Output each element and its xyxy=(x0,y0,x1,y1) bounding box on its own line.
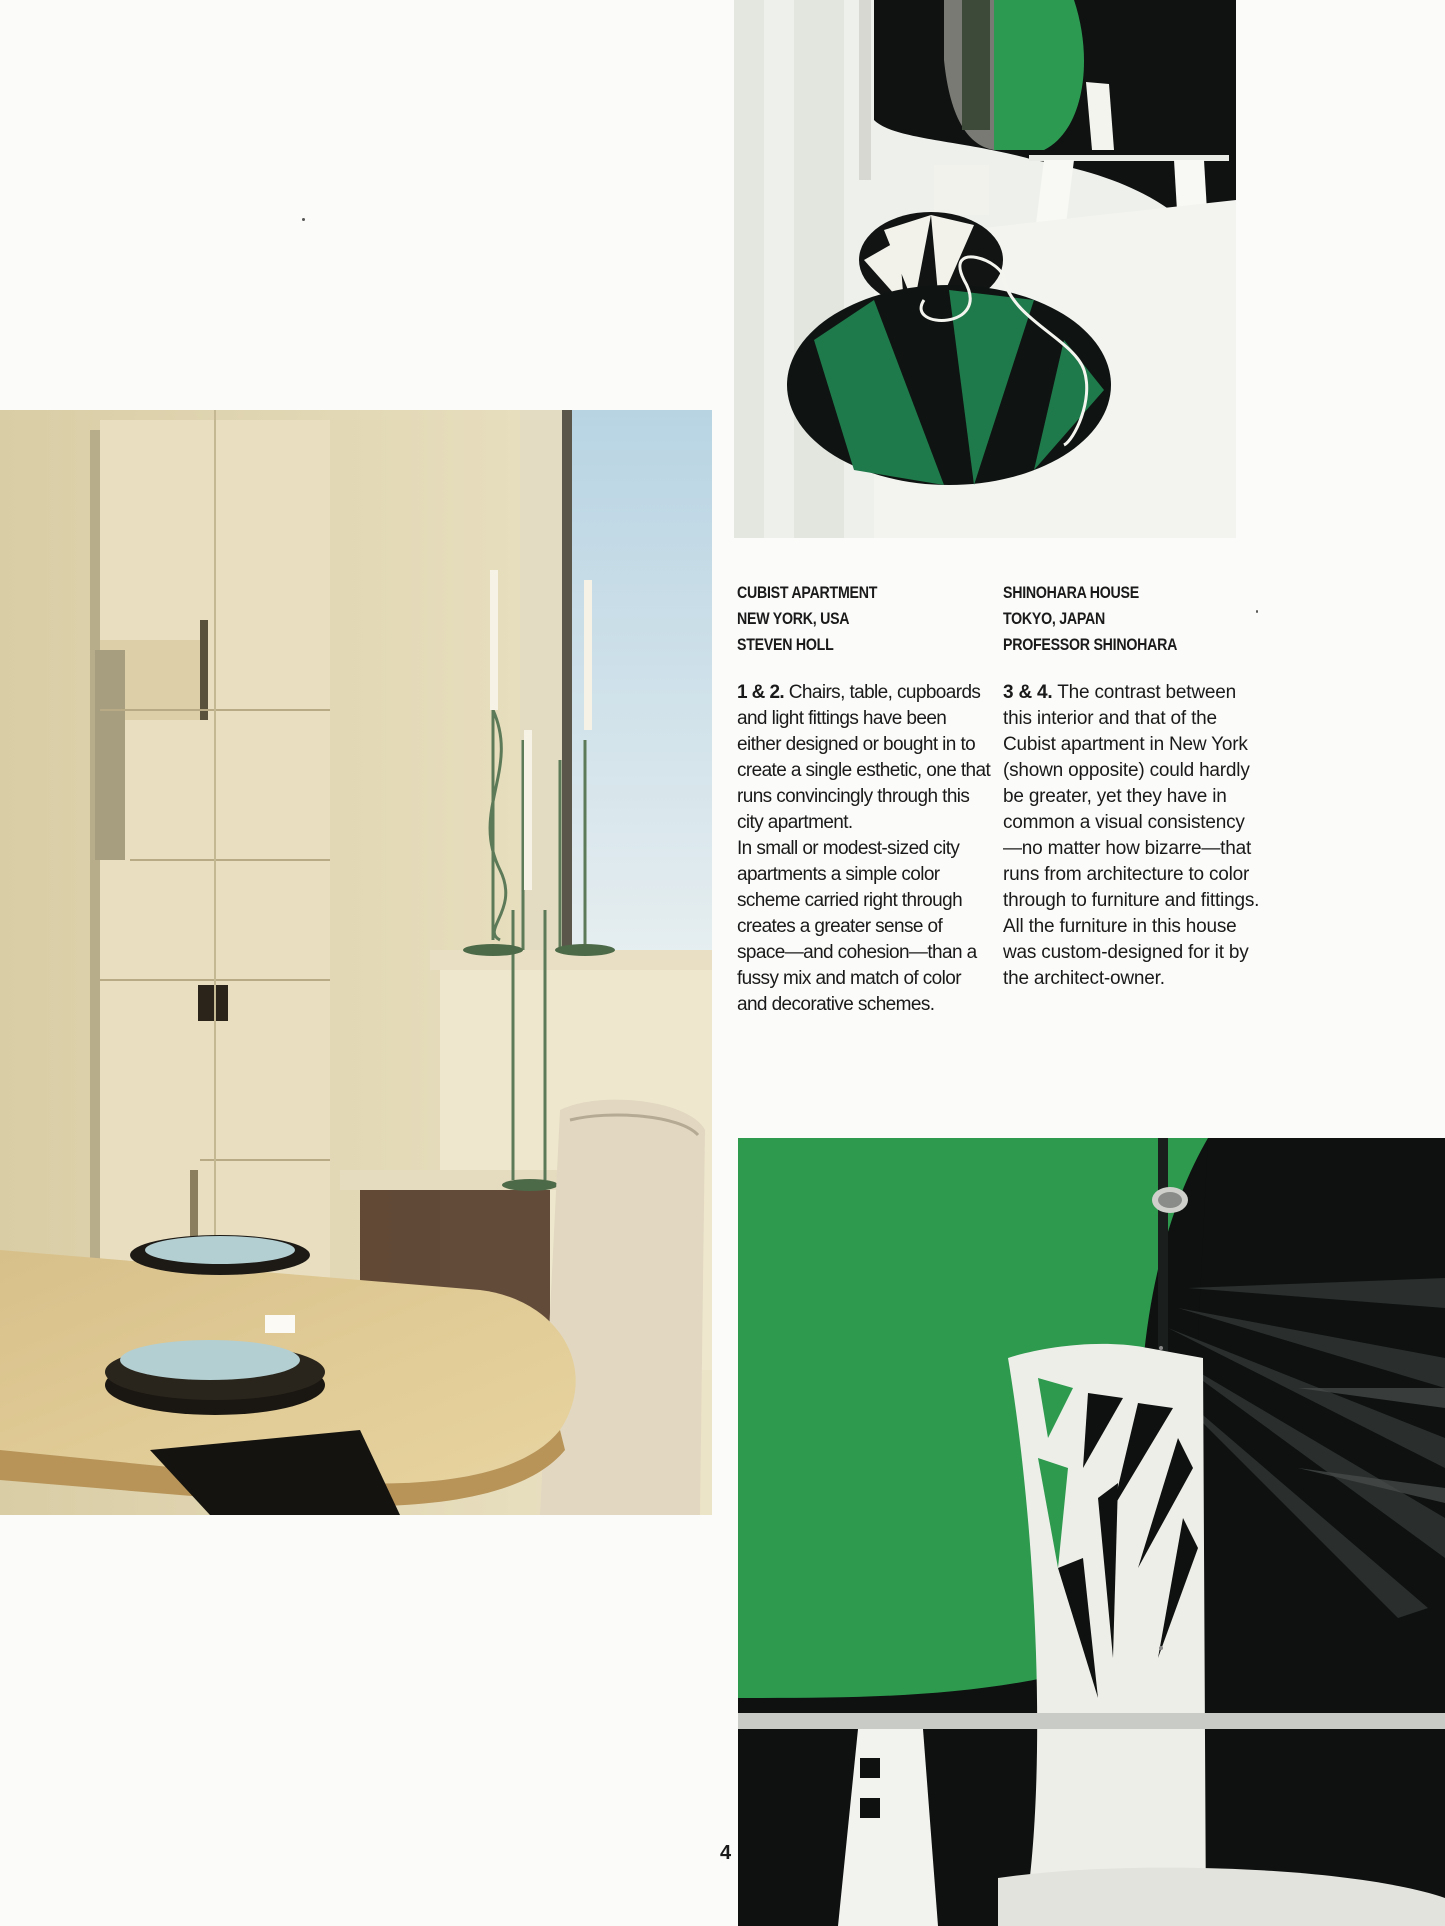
photo-shinohara-beanbags xyxy=(734,0,1236,538)
caption-cubist-apartment xyxy=(737,580,992,1018)
photo-cubist-apartment xyxy=(0,410,712,1515)
caption-text-continued: In small or modest-sized city apartments a simple color scheme carried right through creates a greater sense of space—and cohesion—than a fussy mix and match of color and decorative schemes. xyxy=(737,838,977,1015)
caption-heading-line: SHINOHARA HOUSE xyxy=(1003,584,1139,602)
caption-text: Chairs, table, cupboards and light fittings have been either designed or bought in to create a single esthetic, one that runs convincingly through this city apartment. xyxy=(737,682,991,833)
caption-body xyxy=(1003,680,1263,992)
caption-heading-line: STEVEN HOLL xyxy=(737,636,834,654)
caption-heading xyxy=(737,580,956,658)
caption-heading-line: NEW YORK, USA xyxy=(737,610,850,628)
caption-heading-line: PROFESSOR SHINOHARA xyxy=(1003,636,1178,654)
caption-number: 1 & 2. xyxy=(737,682,785,703)
caption-number: 3 & 4. xyxy=(1003,682,1053,703)
caption-body xyxy=(737,680,992,1018)
print-speck xyxy=(302,218,305,221)
page-number: 4 xyxy=(720,1842,732,1864)
caption-text: The contrast between this interior and that of the Cubist apartment in New York (shown opposite) could hardly be greater, yet they have in common a visual consistency—no matter how bizarre—that runs from architecture to color through to furniture and fittings. All the furniture in this house was custom-designed for it by the architect-owner. xyxy=(1003,682,1260,989)
caption-shinohara-house xyxy=(1003,580,1263,992)
caption-heading xyxy=(1003,580,1227,658)
print-speck xyxy=(1256,610,1258,613)
caption-heading-line: TOKYO, JAPAN xyxy=(1003,610,1106,628)
caption-heading-line: CUBIST APARTMENT xyxy=(737,584,878,602)
photo-shinohara-chair xyxy=(738,1138,1445,1926)
